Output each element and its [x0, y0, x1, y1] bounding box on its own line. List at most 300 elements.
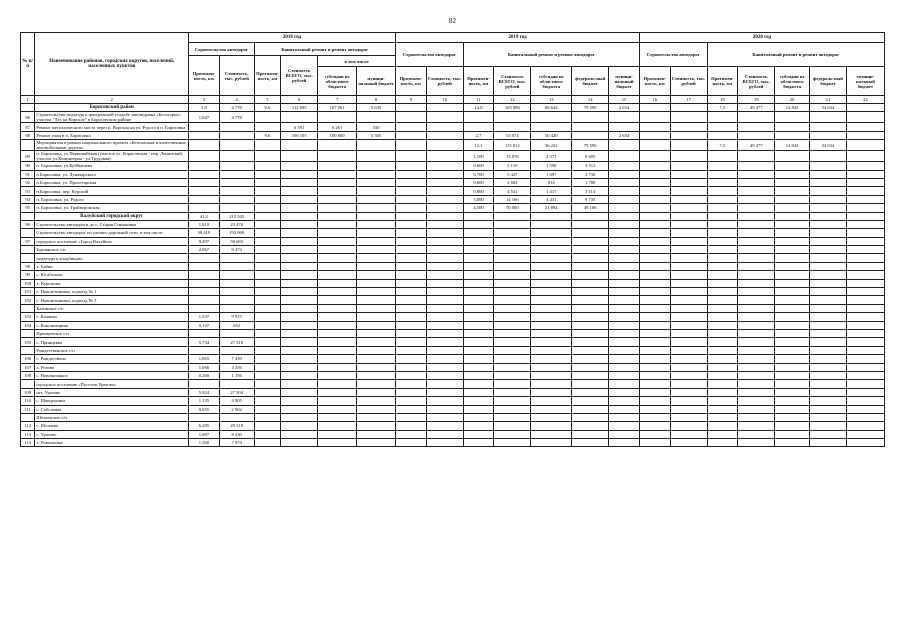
column-number: 4 [219, 96, 254, 104]
value-cell [639, 279, 670, 287]
value-cell [609, 271, 640, 279]
value-cell [357, 405, 396, 413]
value-cell [494, 288, 531, 296]
municipal-2019-header: муници-пальный бюджет [609, 67, 640, 96]
value-cell [426, 413, 463, 421]
value-cell [396, 313, 427, 321]
value-cell [254, 212, 281, 220]
value-cell [738, 123, 775, 131]
value-cell [531, 329, 572, 337]
cost-total-2020-header: Стоимость ВСЕГО, тыс. рублей [738, 67, 775, 96]
value-cell [318, 151, 357, 162]
value-cell [189, 204, 220, 212]
column-number: 6 [281, 96, 318, 104]
value-cell [670, 304, 707, 312]
value-cell [396, 355, 427, 363]
row-name: с. Принцевка [35, 338, 189, 346]
value-cell [738, 329, 775, 337]
value-cell [426, 346, 463, 354]
value-cell: 4 531 [494, 187, 531, 195]
row-number: 93 [21, 187, 35, 195]
cost-total-2019-header: Стоимость ВСЕГО, тыс. рублей [494, 67, 531, 96]
value-cell [572, 422, 609, 430]
value-cell [572, 112, 609, 123]
value-cell [775, 329, 810, 337]
value-cell [219, 271, 254, 279]
value-cell [318, 380, 357, 388]
value-cell [670, 371, 707, 379]
value-cell [426, 397, 463, 405]
row-name: городское поселение «Поселок Уразово» [35, 380, 189, 388]
row-name: с. Уразово [35, 430, 189, 438]
value-cell [219, 304, 254, 312]
value-cell [189, 178, 220, 186]
value-cell [463, 363, 494, 371]
value-cell [254, 405, 281, 413]
value-cell [775, 321, 810, 329]
value-cell [357, 151, 396, 162]
federal-2020-header: федераль-ный бюджет [810, 67, 847, 96]
value-cell [494, 279, 531, 287]
value-cell [609, 388, 640, 396]
value-cell [426, 422, 463, 430]
value-cell: 5 305 [357, 131, 396, 139]
value-cell [810, 262, 847, 270]
value-cell [572, 313, 609, 321]
row-number: 114 [21, 439, 35, 447]
value-cell [738, 204, 775, 212]
row-number: 100 [21, 279, 35, 287]
row-name: Казинское с/п [35, 304, 189, 312]
table-row [21, 262, 885, 270]
row-name: Ремонт улиц в п. Борисовка [35, 131, 189, 139]
value-cell [572, 288, 609, 296]
value-cell [219, 131, 254, 139]
value-cell [254, 413, 281, 421]
value-cell [639, 151, 670, 162]
table-row [21, 405, 885, 413]
column-number: 3 [189, 96, 220, 104]
value-cell [281, 380, 318, 388]
value-cell [670, 112, 707, 123]
value-cell: 1 417 [531, 187, 572, 195]
value-cell [639, 254, 670, 262]
value-cell: 1,810 [189, 220, 220, 228]
value-cell [426, 237, 463, 245]
value-cell [738, 355, 775, 363]
value-cell [494, 371, 531, 379]
value-cell [707, 405, 738, 413]
row-name: с. Шведуновка [35, 397, 189, 405]
value-cell [396, 430, 427, 438]
value-cell [670, 430, 707, 438]
value-cell [189, 329, 220, 337]
value-cell [396, 346, 427, 354]
value-cell [318, 422, 357, 430]
value-cell [738, 279, 775, 287]
value-cell [281, 237, 318, 245]
value-cell [846, 313, 884, 321]
value-cell [775, 338, 810, 346]
value-cell [572, 237, 609, 245]
value-cell [531, 439, 572, 447]
value-cell [357, 170, 396, 178]
value-cell [254, 271, 281, 279]
value-cell: 0,600 [463, 178, 494, 186]
value-cell [609, 254, 640, 262]
value-cell [396, 262, 427, 270]
value-cell [609, 304, 640, 312]
page-number: 82 [449, 17, 456, 25]
value-cell [572, 371, 609, 379]
value-cell [426, 313, 463, 321]
value-cell [639, 288, 670, 296]
value-cell [639, 304, 670, 312]
value-cell [707, 371, 738, 379]
value-cell [572, 262, 609, 270]
value-cell [219, 413, 254, 421]
value-cell [670, 279, 707, 287]
value-cell [846, 220, 884, 228]
value-cell [639, 405, 670, 413]
value-cell: 27 504 [219, 388, 254, 396]
value-cell [810, 254, 847, 262]
value-cell [572, 212, 609, 220]
value-cell [609, 178, 640, 186]
value-cell: 2 654 [609, 104, 640, 112]
value-cell [775, 430, 810, 438]
value-cell [426, 131, 463, 139]
row-number: 112 [21, 422, 35, 430]
value-cell [189, 195, 220, 203]
value-cell [846, 131, 884, 139]
value-cell: 27 318 [219, 338, 254, 346]
value-cell [639, 329, 670, 337]
value-cell [357, 229, 396, 237]
column-number: 10 [426, 96, 463, 104]
value-cell [531, 288, 572, 296]
value-cell [396, 321, 427, 329]
value-cell [254, 204, 281, 212]
column-number: 8 [357, 96, 396, 104]
value-cell [639, 262, 670, 270]
row-name: с. Новоютиновка, подъезд № 1 [35, 288, 189, 296]
value-cell [494, 212, 531, 220]
value-cell [426, 271, 463, 279]
value-cell: 0,700 [463, 170, 494, 178]
value-cell [707, 254, 738, 262]
value-cell [219, 279, 254, 287]
value-cell [318, 313, 357, 321]
value-cell [810, 321, 847, 329]
column-number: 16 [639, 96, 670, 104]
value-cell [707, 170, 738, 178]
table-row [21, 123, 885, 131]
value-cell [318, 346, 357, 354]
row-number: 91 [21, 170, 35, 178]
value-cell [396, 229, 427, 237]
row-name: городское поселение «Город Валуйки» [35, 237, 189, 245]
value-cell [670, 131, 707, 139]
length-2019c-header: Протяжен-ность, км [396, 67, 427, 96]
value-cell: 1,560 [189, 439, 220, 447]
value-cell: 14 843 [775, 140, 810, 151]
value-cell [189, 304, 220, 312]
value-cell [738, 237, 775, 245]
value-cell [281, 405, 318, 413]
value-cell [572, 296, 609, 304]
value-cell [775, 178, 810, 186]
value-cell [670, 178, 707, 186]
value-cell [846, 439, 884, 447]
value-cell [810, 346, 847, 354]
value-cell [738, 380, 775, 388]
value-cell: 48 106 [572, 204, 609, 212]
value-cell [846, 346, 884, 354]
value-cell [494, 430, 531, 438]
row-name: п. Борисовка, ул. Рудого [35, 195, 189, 203]
row-number: 92 [21, 178, 35, 186]
value-cell: 7 439 [219, 355, 254, 363]
value-cell: 50 420 [531, 131, 572, 139]
value-cell [426, 380, 463, 388]
value-cell [281, 422, 318, 430]
column-number: 11 [463, 96, 494, 104]
value-cell: 41,2 [189, 212, 220, 220]
year-2018-header: 2018 год [189, 33, 396, 43]
value-cell [254, 123, 281, 131]
value-cell [670, 329, 707, 337]
value-cell [707, 288, 738, 296]
value-cell [609, 246, 640, 254]
value-cell [318, 338, 357, 346]
value-cell [609, 112, 640, 123]
value-cell [670, 104, 707, 112]
column-numbers-row [21, 96, 885, 104]
value-cell [254, 220, 281, 228]
value-cell [254, 355, 281, 363]
value-cell [775, 296, 810, 304]
value-cell [463, 355, 494, 363]
value-cell [707, 355, 738, 363]
value-cell [254, 439, 281, 447]
value-cell [775, 422, 810, 430]
value-cell: 49 477 [738, 104, 775, 112]
value-cell: 3,800 [463, 195, 494, 203]
value-cell [775, 413, 810, 421]
value-cell [281, 112, 318, 123]
value-cell [219, 195, 254, 203]
value-cell [281, 254, 318, 262]
value-cell [738, 288, 775, 296]
row-name: подъезды к кладбищам: [35, 254, 189, 262]
value-cell [396, 422, 427, 430]
value-cell [254, 262, 281, 270]
value-cell [609, 380, 640, 388]
value-cell [494, 112, 531, 123]
value-cell [846, 380, 884, 388]
value-cell [670, 123, 707, 131]
table-row [21, 288, 885, 296]
value-cell [281, 388, 318, 396]
value-cell [219, 140, 254, 151]
value-cell [318, 329, 357, 337]
value-cell [281, 246, 318, 254]
value-cell [531, 246, 572, 254]
value-cell [426, 254, 463, 262]
value-cell [738, 405, 775, 413]
value-cell [463, 279, 494, 287]
value-cell [426, 279, 463, 287]
value-cell: 9 735 [572, 195, 609, 203]
value-cell [707, 329, 738, 337]
value-cell [426, 439, 463, 447]
value-cell: 70 000 [494, 204, 531, 212]
value-cell [189, 123, 220, 131]
value-cell [639, 346, 670, 354]
table-row [21, 329, 885, 337]
value-cell [639, 439, 670, 447]
value-cell [219, 178, 254, 186]
table-row [21, 140, 885, 151]
value-cell [707, 338, 738, 346]
value-cell [639, 104, 670, 112]
value-cell [254, 178, 281, 186]
value-cell: 9,6 [254, 131, 281, 139]
value-cell: 7,5 [707, 140, 738, 151]
value-cell: 1 598 [531, 162, 572, 170]
value-cell [357, 397, 396, 405]
value-cell [318, 371, 357, 379]
value-cell [531, 254, 572, 262]
value-cell: 4 356 [219, 363, 254, 371]
value-cell [738, 195, 775, 203]
row-number: 88 [21, 131, 35, 139]
value-cell [494, 355, 531, 363]
value-cell [609, 296, 640, 304]
value-cell [254, 363, 281, 371]
value-cell [463, 212, 494, 220]
value-cell [639, 112, 670, 123]
value-cell [531, 296, 572, 304]
value-cell [572, 271, 609, 279]
row-name: Рождественское с/п [35, 346, 189, 354]
column-number: 17 [670, 96, 707, 104]
cost-2020c-header: Стоимость, тыс. рублей [670, 67, 707, 96]
value-cell [281, 151, 318, 162]
value-cell [396, 162, 427, 170]
value-cell [810, 151, 847, 162]
value-cell [775, 380, 810, 388]
value-cell: 8 230 [219, 430, 254, 438]
value-cell: 5,924 [189, 388, 220, 396]
value-cell [463, 329, 494, 337]
value-cell [572, 229, 609, 237]
value-cell: 34 634 [810, 140, 847, 151]
value-cell [609, 413, 640, 421]
row-number [21, 413, 35, 421]
value-cell [494, 338, 531, 346]
value-cell [810, 329, 847, 337]
table-row [21, 430, 885, 438]
value-cell [738, 170, 775, 178]
value-cell [281, 271, 318, 279]
value-cell [254, 279, 281, 287]
value-cell: 106 105 [281, 131, 318, 139]
value-cell: 5 635 [357, 104, 396, 112]
table-row [21, 397, 885, 405]
value-cell [463, 321, 494, 329]
value-cell [707, 123, 738, 131]
value-cell: 2,7 [463, 131, 494, 139]
value-cell [281, 178, 318, 186]
value-cell: 9 915 [219, 313, 254, 321]
value-cell [463, 123, 494, 131]
value-cell [670, 355, 707, 363]
value-cell [189, 288, 220, 296]
value-cell [318, 296, 357, 304]
value-cell [531, 338, 572, 346]
value-cell [426, 220, 463, 228]
value-cell [426, 123, 463, 131]
value-cell [738, 187, 775, 195]
value-cell [426, 304, 463, 312]
value-cell [707, 151, 738, 162]
value-cell [396, 397, 427, 405]
col-name-header: Наименование районов, городских округов, поселений, населенных пунктов [35, 33, 189, 96]
value-cell [572, 246, 609, 254]
value-cell [189, 162, 220, 170]
length-2020c-header: Протяжен-ность, км [639, 67, 670, 96]
value-cell [609, 195, 640, 203]
value-cell [254, 140, 281, 151]
value-cell: 1,047 [189, 112, 220, 123]
value-cell [609, 279, 640, 287]
value-cell [281, 170, 318, 178]
value-cell [494, 413, 531, 421]
value-cell [318, 187, 357, 195]
value-cell [810, 397, 847, 405]
value-cell: 1,865 [189, 355, 220, 363]
value-cell [463, 229, 494, 237]
value-cell [810, 271, 847, 279]
row-name: Строительство подъезда к центральной усадьбе заповедника «Белогорье» участок "Лес на Ворскле" в Борисовском районе [35, 112, 189, 123]
value-cell [357, 321, 396, 329]
value-cell [572, 254, 609, 262]
row-name: с. Шелаево [35, 422, 189, 430]
value-cell [463, 254, 494, 262]
value-cell [219, 346, 254, 354]
value-cell [670, 388, 707, 396]
value-cell [846, 212, 884, 220]
value-cell [281, 140, 318, 151]
value-cell [318, 204, 357, 212]
value-cell [738, 346, 775, 354]
value-cell [357, 430, 396, 438]
column-number: 20 [775, 96, 810, 104]
value-cell [846, 262, 884, 270]
value-cell [357, 380, 396, 388]
value-cell [463, 371, 494, 379]
value-cell [670, 397, 707, 405]
value-cell [810, 170, 847, 178]
value-cell [426, 112, 463, 123]
row-name: Валуйский городской округ [35, 212, 189, 220]
value-cell [810, 195, 847, 203]
value-cell [357, 313, 396, 321]
value-cell [572, 380, 609, 388]
value-cell [572, 388, 609, 396]
